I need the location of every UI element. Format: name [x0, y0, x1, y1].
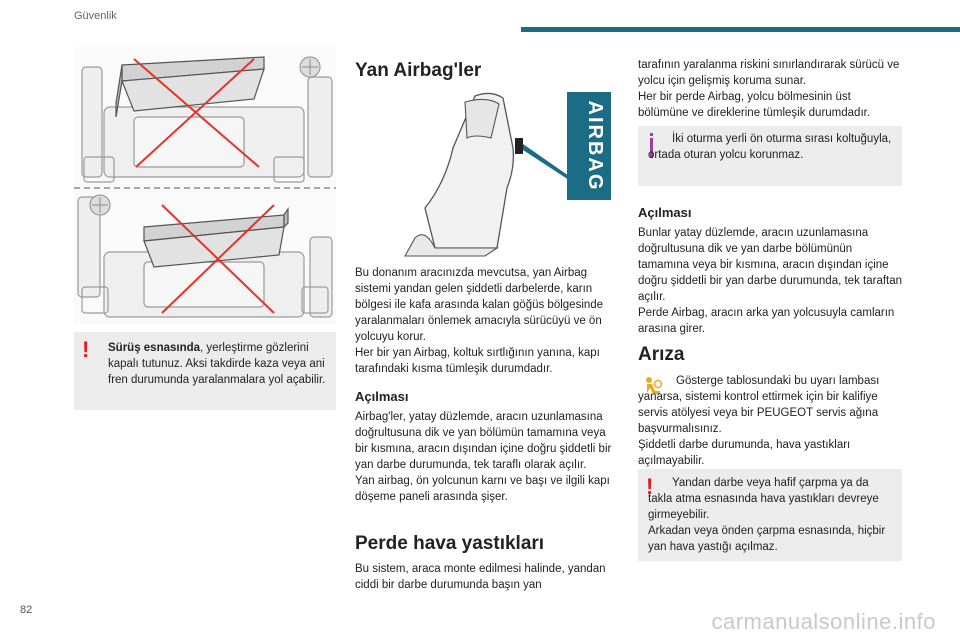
curtain-para2: Her bir perde Airbag, yolcu bölmesinin üst bölümüne ve direklerine tümleşik durumdadır. [638, 91, 871, 119]
warning-box-driving [74, 332, 336, 410]
fault-title: Arıza [638, 344, 685, 365]
page-number: 82 [20, 604, 33, 616]
curtain-continued [638, 57, 903, 121]
side-deploy-para1: Airbag'ler, yatay düzlemde, aracın uzunlamasına doğrultusuna dik ve yan bölümün tamamına veya bir kısmına, aracın dışından içine doğru şiddetli bir yan darbe durumunda, tek taraflı olarak açılır. [355, 411, 612, 471]
side-airbags-title: Yan Airbag'ler [355, 60, 482, 81]
warning-bold: Sürüş esnasında [108, 342, 201, 354]
side-deploy-para2: Yan airbag, ön yolcunun karnı ve başı ve ilgili kapı döşeme paneli arasında şişer. [355, 475, 610, 503]
warning-text [108, 340, 330, 388]
warning-fault-text [648, 475, 896, 555]
warning-rest: , yerleştirme gözlerini kapalı tutunuz. Aksi takdirde kaza veya ani fren durumunda yaralanmalara yol açabilir. [108, 342, 326, 386]
side-deploy-body [355, 409, 620, 505]
side-airbags-para1: Bu donanım aracınızda mevcutsa, yan Airbag sistemi yandan gelen şiddetli darbelerde, karın bölgesi ile kafa arasında kalan göğüs bölgesinde yaralanmaları önlemek amacıyla sürücüyü ve ön yolcuyu korur. [355, 267, 604, 343]
glovebox-drawing [74, 47, 336, 324]
seat-drawing [395, 88, 615, 258]
warning-icon: ! [82, 337, 90, 362]
section-title: Güvenlik [74, 10, 117, 22]
curtain-para-cont: tarafının yaralanma riskini sınırlandırarak sürücü ve yolcu için gelişmiş koruma sunar. [638, 59, 900, 87]
fault-para1: Gösterge tablosundaki bu uyarı lambası yanarsa, sistemi kontrol ettirmek için bir kalifiye servis atölyesi veya bir PEUGEOT servis ağına başvurmalısınız. [638, 375, 880, 435]
fault-para2: Şiddetli darbe durumunda, hava yastıkları açılmayabilir. [638, 439, 851, 467]
airbag-marker [515, 138, 523, 154]
curtain-deploy-body [638, 225, 903, 337]
curtain-deploy-title: Açılması [638, 205, 692, 220]
side-airbags-body [355, 265, 620, 377]
airbag-label: AIRBAG [584, 100, 606, 192]
warning-icon-fault: ! [646, 474, 654, 499]
curtain-deploy-para1: Bunlar yatay düzlemde, aracın uzunlamasına doğrultusuna dik ve yan darbe bölümünün tamamına veya bir kısmına, aracın dışından içine doğru şiddetli bir yan darbe durumunda, tek taraftan açılır. [638, 227, 903, 303]
curtain-para1: Bu sistem, araca monte edilmesi halinde, yandan ciddi bir darbe durumunda başın yan [355, 563, 606, 591]
info-box [638, 126, 902, 186]
warning-fault-para1: Yandan darbe veya hafif çarpma ya da takla atma esnasında hava yastıkları devreye girmeyebilir. [648, 477, 879, 521]
warning-box-fault [638, 469, 902, 561]
seat-airbag-illustration [395, 88, 615, 258]
curtain-body [355, 561, 620, 593]
info-text: İki oturma yerli ön oturma sırası koltuğuyla, ortada oturan yolcu korunmaz. [648, 133, 892, 161]
side-airbags-para2: Her bir yan Airbag, koltuk sırtlığının yanına, kapı tarafındaki kısma tümleşik durumdadır. [355, 347, 600, 375]
warning-fault-para2: Arkadan veya önden çarpma esnasında, hiçbir yan hava yastığı açılmaz. [648, 525, 886, 553]
curtain-title: Perde hava yastıkları [355, 533, 545, 554]
watermark: carmanualsonline.info [711, 609, 936, 634]
glovebox-illustration [74, 47, 336, 324]
side-deploy-title: Açılması [355, 389, 409, 404]
header-bar [521, 27, 960, 32]
curtain-deploy-para2: Perde Airbag, aracın arka yan yolcusuyla camların arasına girer. [638, 307, 895, 335]
